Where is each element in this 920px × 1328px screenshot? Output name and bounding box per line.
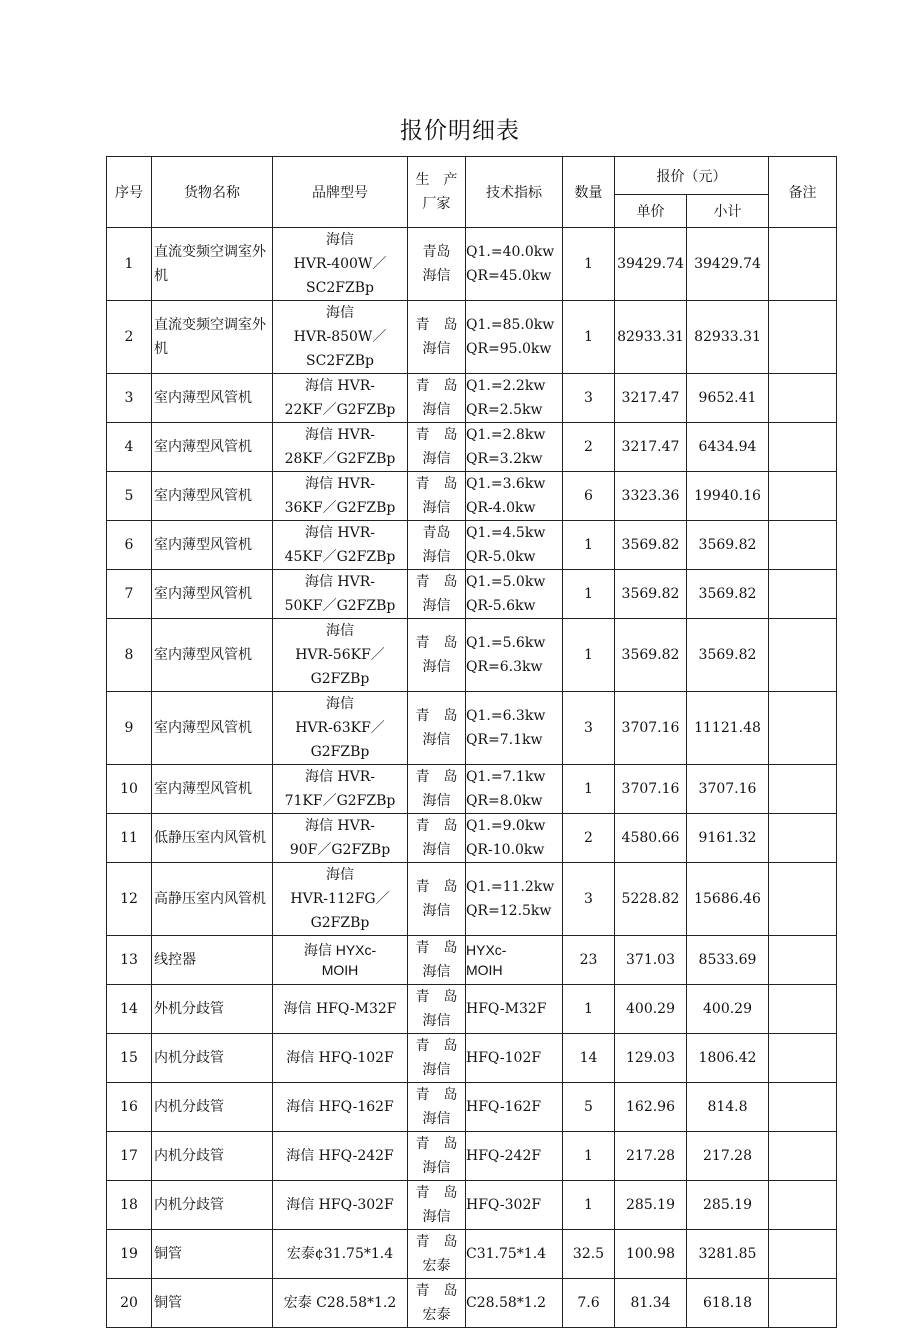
cell-maker: 青 岛 海信 <box>408 936 466 985</box>
cell-spec: Q1.=9.0kw QR-10.0kw <box>466 814 563 863</box>
cell-subtotal: 8533.69 <box>687 936 769 985</box>
cell-subtotal: 3569.82 <box>687 570 769 619</box>
cell-seq: 16 <box>107 1083 152 1132</box>
table-row <box>107 1181 837 1230</box>
cell-maker: 青 岛 宏泰 <box>408 1230 466 1279</box>
cell-model: 海信 HYXc- MOIH <box>273 936 408 985</box>
table-row <box>107 521 837 570</box>
cell-spec: Q1.=40.0kw QR=45.0kw <box>466 228 563 301</box>
cell-spec: HFQ-302F <box>466 1181 563 1230</box>
cell-maker: 青 岛 海信 <box>408 814 466 863</box>
cell-note <box>769 1230 837 1279</box>
header-name: 货物名称 <box>152 157 273 228</box>
cell-spec: Q1.=5.0kw QR-5.6kw <box>466 570 563 619</box>
cell-qty: 3 <box>563 692 615 765</box>
table-row <box>107 301 837 374</box>
cell-name: 线控器 <box>152 936 273 985</box>
cell-seq: 11 <box>107 814 152 863</box>
cell-spec: Q1.=2.8kw QR=3.2kw <box>466 423 563 472</box>
cell-subtotal: 9161.32 <box>687 814 769 863</box>
cell-subtotal: 285.19 <box>687 1181 769 1230</box>
cell-qty: 1 <box>563 521 615 570</box>
cell-model: 海信 HVR- 22KF／G2FZBp <box>273 374 408 423</box>
cell-seq: 2 <box>107 301 152 374</box>
cell-note <box>769 1279 837 1328</box>
cell-spec: HFQ-102F <box>466 1034 563 1083</box>
cell-subtotal: 15686.46 <box>687 863 769 936</box>
cell-model: 海信 HFQ-102F <box>273 1034 408 1083</box>
cell-subtotal: 217.28 <box>687 1132 769 1181</box>
table-row <box>107 765 837 814</box>
cell-model: 海信 HVR- 36KF／G2FZBp <box>273 472 408 521</box>
cell-note <box>769 301 837 374</box>
table-row <box>107 423 837 472</box>
cell-model: 海信 HFQ-242F <box>273 1132 408 1181</box>
cell-subtotal: 82933.31 <box>687 301 769 374</box>
table-row <box>107 1034 837 1083</box>
cell-unit-price: 129.03 <box>615 1034 687 1083</box>
cell-unit-price: 39429.74 <box>615 228 687 301</box>
cell-model: 海信 HVR-56KF／G2FZBp <box>273 619 408 692</box>
cell-maker: 青 岛 海信 <box>408 1181 466 1230</box>
cell-unit-price: 3217.47 <box>615 423 687 472</box>
table-body <box>107 228 837 1328</box>
header-qty: 数量 <box>563 157 615 228</box>
table-row <box>107 814 837 863</box>
cell-spec: Q1.=11.2kw QR=12.5kw <box>466 863 563 936</box>
table-row <box>107 863 837 936</box>
cell-name: 低静压室内风管机 <box>152 814 273 863</box>
cell-qty: 3 <box>563 863 615 936</box>
cell-name: 室内薄型风管机 <box>152 521 273 570</box>
cell-qty: 1 <box>563 1132 615 1181</box>
cell-unit-price: 3707.16 <box>615 692 687 765</box>
cell-unit-price: 3569.82 <box>615 521 687 570</box>
cell-name: 室内薄型风管机 <box>152 765 273 814</box>
cell-note <box>769 472 837 521</box>
cell-note <box>769 863 837 936</box>
cell-unit-price: 162.96 <box>615 1083 687 1132</box>
cell-name: 外机分歧管 <box>152 985 273 1034</box>
cell-name: 内机分歧管 <box>152 1132 273 1181</box>
header-spec: 技术指标 <box>466 157 563 228</box>
cell-note <box>769 374 837 423</box>
cell-qty: 1 <box>563 985 615 1034</box>
cell-maker: 青 岛 海信 <box>408 301 466 374</box>
table-row <box>107 1230 837 1279</box>
cell-model: 宏泰¢31.75*1.4 <box>273 1230 408 1279</box>
cell-subtotal: 3569.82 <box>687 521 769 570</box>
cell-unit-price: 371.03 <box>615 936 687 985</box>
header-seq: 序号 <box>107 157 152 228</box>
cell-note <box>769 692 837 765</box>
cell-model: 海信 HVR- 50KF／G2FZBp <box>273 570 408 619</box>
table-row <box>107 985 837 1034</box>
table-row <box>107 1132 837 1181</box>
cell-seq: 12 <box>107 863 152 936</box>
cell-unit-price: 3217.47 <box>615 374 687 423</box>
cell-seq: 15 <box>107 1034 152 1083</box>
cell-seq: 5 <box>107 472 152 521</box>
cell-subtotal: 6434.94 <box>687 423 769 472</box>
cell-qty: 3 <box>563 374 615 423</box>
cell-spec: HFQ-242F <box>466 1132 563 1181</box>
cell-name: 铜管 <box>152 1279 273 1328</box>
cell-spec: C31.75*1.4 <box>466 1230 563 1279</box>
table-row <box>107 570 837 619</box>
cell-note <box>769 814 837 863</box>
cell-unit-price: 217.28 <box>615 1132 687 1181</box>
cell-seq: 10 <box>107 765 152 814</box>
cell-unit-price: 3323.36 <box>615 472 687 521</box>
cell-seq: 1 <box>107 228 152 301</box>
cell-model: 海信 HVR-400W／SC2FZBp <box>273 228 408 301</box>
cell-spec: HFQ-M32F <box>466 985 563 1034</box>
cell-subtotal: 1806.42 <box>687 1034 769 1083</box>
cell-unit-price: 4580.66 <box>615 814 687 863</box>
cell-seq: 3 <box>107 374 152 423</box>
cell-spec: Q1.=2.2kw QR=2.5kw <box>466 374 563 423</box>
header-maker: 生 产 厂家 <box>408 157 466 228</box>
cell-unit-price: 81.34 <box>615 1279 687 1328</box>
cell-spec: Q1.=6.3kw QR=7.1kw <box>466 692 563 765</box>
cell-seq: 13 <box>107 936 152 985</box>
header-unit-price: 单价 <box>615 195 687 228</box>
cell-model: 海信 HVR-112FG／G2FZBp <box>273 863 408 936</box>
cell-note <box>769 228 837 301</box>
cell-subtotal: 814.8 <box>687 1083 769 1132</box>
cell-model: 宏泰 C28.58*1.2 <box>273 1279 408 1328</box>
table-row <box>107 472 837 521</box>
cell-model: 海信 HVR- 90F／G2FZBp <box>273 814 408 863</box>
cell-maker: 青 岛 海信 <box>408 374 466 423</box>
cell-qty: 23 <box>563 936 615 985</box>
cell-note <box>769 1132 837 1181</box>
cell-unit-price: 100.98 <box>615 1230 687 1279</box>
cell-unit-price: 400.29 <box>615 985 687 1034</box>
cell-subtotal: 3707.16 <box>687 765 769 814</box>
cell-maker: 青岛 海信 <box>408 228 466 301</box>
header-subtotal: 小计 <box>687 195 769 228</box>
cell-subtotal: 3569.82 <box>687 619 769 692</box>
cell-maker: 青 岛 海信 <box>408 1083 466 1132</box>
cell-seq: 17 <box>107 1132 152 1181</box>
cell-qty: 1 <box>563 570 615 619</box>
header-model: 品牌型号 <box>273 157 408 228</box>
cell-qty: 1 <box>563 228 615 301</box>
cell-model: 海信 HVR- 28KF／G2FZBp <box>273 423 408 472</box>
cell-spec: Q1.=4.5kw QR-5.0kw <box>466 521 563 570</box>
cell-name: 内机分歧管 <box>152 1034 273 1083</box>
cell-unit-price: 3569.82 <box>615 619 687 692</box>
cell-qty: 6 <box>563 472 615 521</box>
cell-note <box>769 619 837 692</box>
cell-note <box>769 936 837 985</box>
cell-name: 室内薄型风管机 <box>152 692 273 765</box>
table-row <box>107 374 837 423</box>
cell-qty: 1 <box>563 765 615 814</box>
cell-name: 内机分歧管 <box>152 1083 273 1132</box>
cell-note <box>769 985 837 1034</box>
cell-maker: 青 岛 海信 <box>408 692 466 765</box>
cell-subtotal: 618.18 <box>687 1279 769 1328</box>
cell-qty: 1 <box>563 301 615 374</box>
cell-subtotal: 9652.41 <box>687 374 769 423</box>
cell-model: 海信 HVR-850W／SC2FZBp <box>273 301 408 374</box>
cell-qty: 14 <box>563 1034 615 1083</box>
cell-maker: 青 岛 海信 <box>408 1132 466 1181</box>
cell-model: 海信 HFQ-M32F <box>273 985 408 1034</box>
cell-spec: HFQ-162F <box>466 1083 563 1132</box>
cell-spec: C28.58*1.2 <box>466 1279 563 1328</box>
cell-note <box>769 1083 837 1132</box>
header-note: 备注 <box>769 157 837 228</box>
cell-note <box>769 765 837 814</box>
cell-model: 海信 HFQ-302F <box>273 1181 408 1230</box>
cell-qty: 2 <box>563 423 615 472</box>
cell-qty: 1 <box>563 1181 615 1230</box>
cell-qty: 32.5 <box>563 1230 615 1279</box>
cell-spec: Q1.=7.1kw QR=8.0kw <box>466 765 563 814</box>
table-row <box>107 1083 837 1132</box>
cell-name: 室内薄型风管机 <box>152 374 273 423</box>
cell-seq: 6 <box>107 521 152 570</box>
cell-subtotal: 19940.16 <box>687 472 769 521</box>
cell-maker: 青 岛 海信 <box>408 423 466 472</box>
cell-name: 铜管 <box>152 1230 273 1279</box>
cell-spec: Q1.=85.0kw QR=95.0kw <box>466 301 563 374</box>
page-title: 报价明细表 <box>400 118 520 144</box>
cell-name: 室内薄型风管机 <box>152 472 273 521</box>
cell-model: 海信 HVR-63KF／G2FZBp <box>273 692 408 765</box>
header-price-group: 报价（元） <box>615 157 769 195</box>
cell-maker: 青 岛 海信 <box>408 472 466 521</box>
table-row <box>107 936 837 985</box>
cell-spec: Q1.=5.6kw QR=6.3kw <box>466 619 563 692</box>
cell-seq: 8 <box>107 619 152 692</box>
cell-subtotal: 3281.85 <box>687 1230 769 1279</box>
cell-maker: 青 岛 海信 <box>408 619 466 692</box>
cell-seq: 18 <box>107 1181 152 1230</box>
cell-subtotal: 39429.74 <box>687 228 769 301</box>
cell-spec: HYXc- MOIH <box>466 936 563 985</box>
cell-maker: 青 岛 海信 <box>408 570 466 619</box>
cell-seq: 19 <box>107 1230 152 1279</box>
quotation-table <box>106 156 837 1328</box>
table-row <box>107 1279 837 1328</box>
cell-spec: Q1.=3.6kw QR-4.0kw <box>466 472 563 521</box>
cell-unit-price: 82933.31 <box>615 301 687 374</box>
cell-maker: 青 岛 海信 <box>408 1034 466 1083</box>
cell-seq: 14 <box>107 985 152 1034</box>
cell-maker: 青 岛 海信 <box>408 985 466 1034</box>
cell-name: 直流变频空调室外机 <box>152 301 273 374</box>
table-row <box>107 619 837 692</box>
cell-seq: 9 <box>107 692 152 765</box>
cell-qty: 2 <box>563 814 615 863</box>
cell-unit-price: 3707.16 <box>615 765 687 814</box>
cell-subtotal: 11121.48 <box>687 692 769 765</box>
cell-unit-price: 3569.82 <box>615 570 687 619</box>
cell-subtotal: 400.29 <box>687 985 769 1034</box>
cell-model: 海信 HVR- 71KF／G2FZBp <box>273 765 408 814</box>
cell-seq: 4 <box>107 423 152 472</box>
cell-note <box>769 1181 837 1230</box>
cell-unit-price: 5228.82 <box>615 863 687 936</box>
cell-maker: 青 岛 海信 <box>408 765 466 814</box>
cell-name: 室内薄型风管机 <box>152 423 273 472</box>
cell-maker: 青岛 海信 <box>408 521 466 570</box>
cell-model: 海信 HFQ-162F <box>273 1083 408 1132</box>
table-row <box>107 228 837 301</box>
cell-maker: 青 岛 宏泰 <box>408 1279 466 1328</box>
cell-name: 室内薄型风管机 <box>152 619 273 692</box>
cell-name: 室内薄型风管机 <box>152 570 273 619</box>
cell-note <box>769 570 837 619</box>
cell-qty: 5 <box>563 1083 615 1132</box>
cell-name: 直流变频空调室外机 <box>152 228 273 301</box>
cell-seq: 7 <box>107 570 152 619</box>
cell-qty: 7.6 <box>563 1279 615 1328</box>
cell-maker: 青 岛 海信 <box>408 863 466 936</box>
cell-name: 高静压室内风管机 <box>152 863 273 936</box>
cell-unit-price: 285.19 <box>615 1181 687 1230</box>
cell-model: 海信 HVR- 45KF／G2FZBp <box>273 521 408 570</box>
cell-note <box>769 1034 837 1083</box>
cell-note <box>769 521 837 570</box>
cell-note <box>769 423 837 472</box>
table-row <box>107 692 837 765</box>
cell-name: 内机分歧管 <box>152 1181 273 1230</box>
cell-seq: 20 <box>107 1279 152 1328</box>
cell-qty: 1 <box>563 619 615 692</box>
